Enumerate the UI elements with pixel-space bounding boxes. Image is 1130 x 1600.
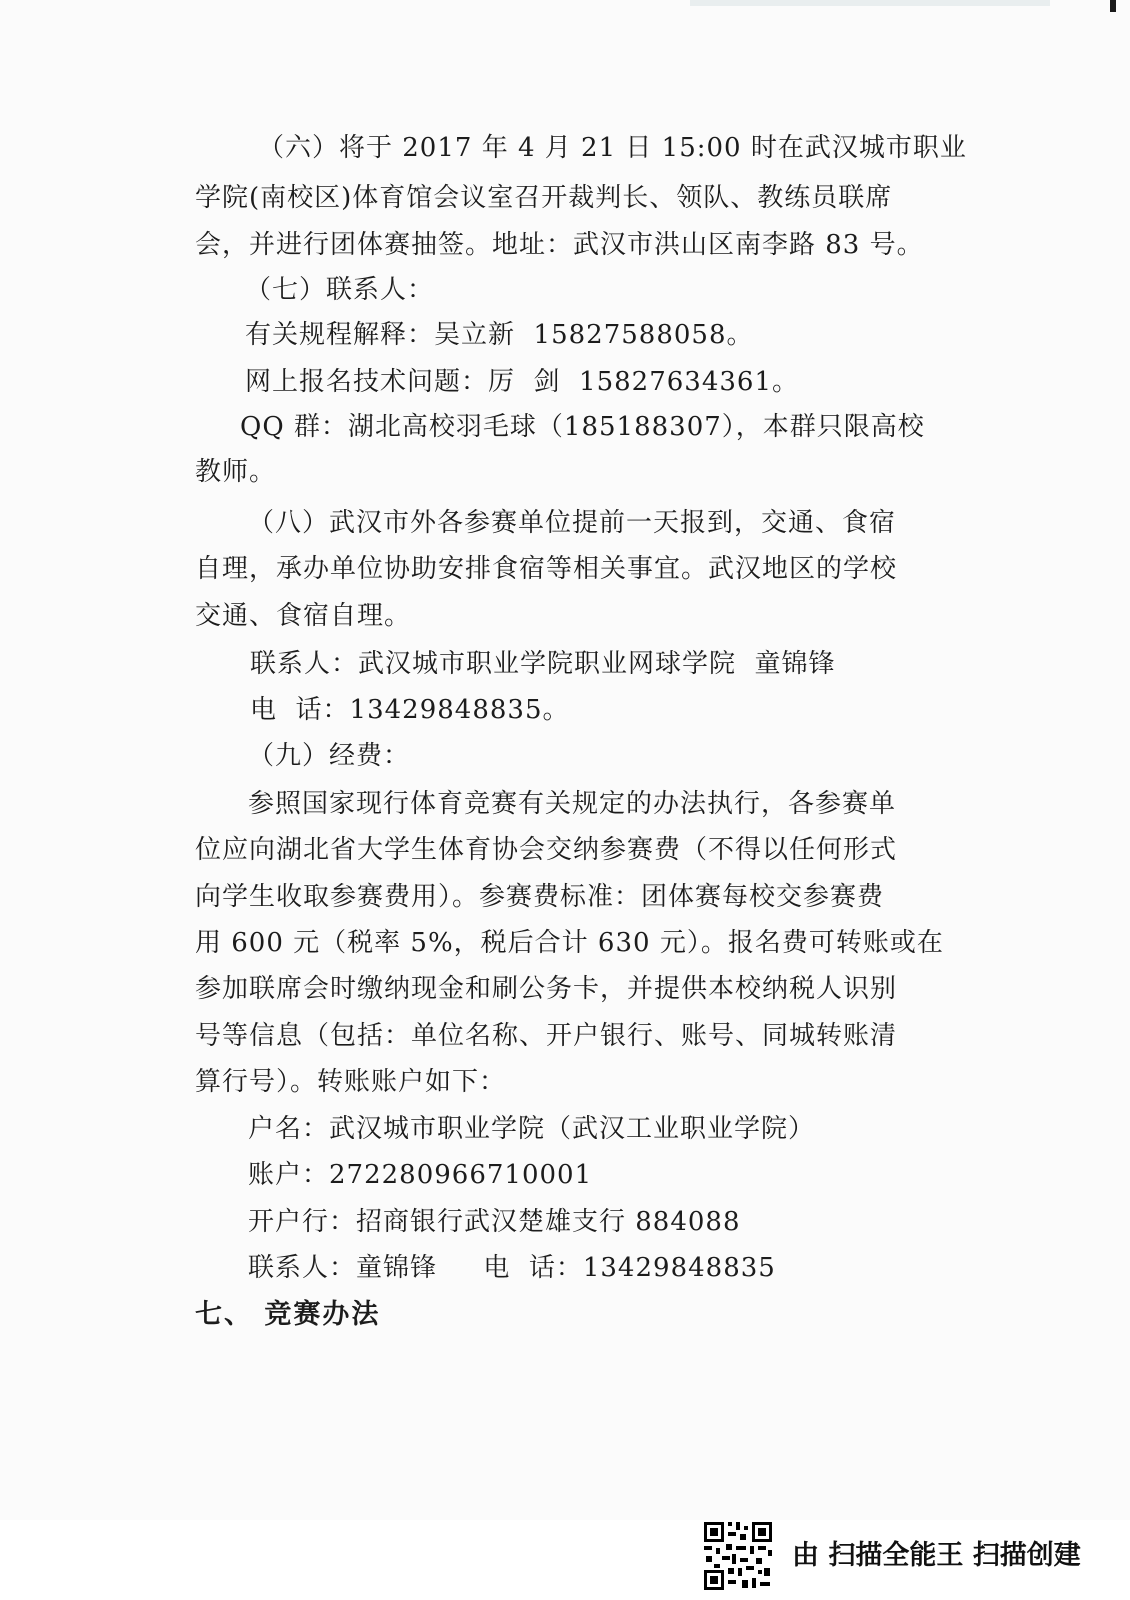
para-6-line-3: 会，并进行团体赛抽签。地址：武汉市洪山区南李路 83 号。 — [195, 230, 924, 260]
fees-line-3: 向学生收取参赛费用）。参赛费标准：团体赛每校交参赛费 — [195, 882, 885, 912]
fees-line-4: 用 600 元（税率 5%，税后合计 630 元）。报名费可转账或在 — [195, 928, 944, 958]
contact-organizer: 联系人：武汉城市职业学院职业网球学院 童锦锋 — [250, 649, 836, 679]
scan-streak — [690, 0, 1050, 6]
account-bank: 开户行：招商银行武汉楚雄支行 884088 — [248, 1207, 741, 1237]
contact-tech: 网上报名技术问题：厉 剑 15827634361。 — [245, 367, 800, 397]
fees-line-1: 参照国家现行体育竞赛有关规定的办法执行，各参赛单 — [248, 789, 897, 819]
fees-line-5: 参加联席会时缴纳现金和刷公务卡，并提供本校纳税人识别 — [195, 974, 898, 1004]
fees-line-7: 算行号）。转账账户如下： — [195, 1067, 507, 1097]
qq-group-line-2: 教师。 — [195, 457, 277, 487]
para-6-line-1: （六）将于 2017 年 4 月 21 日 15:00 时在武汉城市职业 — [258, 133, 967, 163]
fees-line-2: 位应向湖北省大学生体育协会交纳参赛费（不得以任何形式 — [195, 835, 898, 865]
account-contact: 联系人：童锦锋 电 话：13429848835 — [248, 1253, 776, 1283]
section-heading-7: 七、 竞赛办法 — [195, 1299, 381, 1330]
para-6-line-2: 学院(南校区)体育馆会议室召开裁判长、领队、教练员联席 — [195, 183, 893, 213]
para-8-line-3: 交通、食宿自理。 — [195, 601, 412, 631]
fees-line-6: 号等信息（包括：单位名称、开户银行、账号、同城转账清 — [195, 1021, 898, 1051]
qq-group-line-1: QQ 群：湖北高校羽毛球（185188307），本群只限高校 — [240, 412, 925, 442]
edge-mark — [1110, 0, 1116, 12]
contact-organizer-phone: 电 话：13429848835。 — [250, 695, 570, 725]
account-name: 户名：武汉城市职业学院（武汉工业职业学院） — [248, 1114, 816, 1144]
para-8-line-1: （八）武汉市外各参赛单位提前一天报到，交通、食宿 — [248, 508, 897, 538]
account-number: 账户：272280966710001 — [248, 1160, 593, 1190]
contact-rules: 有关规程解释：吴立新 15827588058。 — [245, 320, 754, 350]
scanner-credit: 由 扫描全能王 扫描创建 — [792, 1540, 1081, 1571]
qr-code-icon — [702, 1520, 774, 1592]
para-7-heading: （七）联系人： — [245, 275, 435, 305]
para-8-line-2: 自理，承办单位协助安排食宿等相关事宜。武汉地区的学校 — [195, 554, 898, 584]
para-9-heading: （九）经费： — [248, 741, 411, 771]
